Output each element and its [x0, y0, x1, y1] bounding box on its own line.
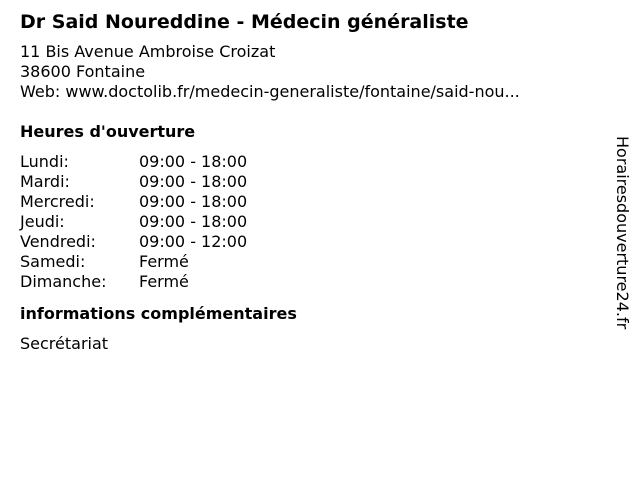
hours-time: 09:00 - 18:00	[139, 212, 248, 231]
address-block	[20, 42, 600, 102]
hours-time: Fermé	[139, 272, 189, 291]
hours-day: Dimanche:	[20, 272, 107, 291]
hours-row-saturday	[20, 252, 600, 272]
hours-row-tuesday	[20, 172, 600, 192]
site-watermark: Horairesdouverture24.fr	[613, 136, 632, 330]
hours-time: 09:00 - 12:00	[139, 232, 248, 251]
hours-time: Fermé	[139, 252, 189, 271]
hours-time: 09:00 - 18:00	[139, 192, 248, 211]
address-city: 38600 Fontaine	[20, 62, 146, 81]
address-street: 11 Bis Avenue Ambroise Croizat	[20, 42, 276, 61]
hours-day: Mardi:	[20, 172, 70, 191]
hours-row-wednesday	[20, 192, 600, 212]
hours-day: Jeudi:	[20, 212, 65, 231]
hours-row-friday	[20, 232, 600, 252]
hours-day: Mercredi:	[20, 192, 95, 211]
hours-day: Samedi:	[20, 252, 86, 271]
hours-row-sunday	[20, 272, 600, 292]
hours-time: 09:00 - 18:00	[139, 152, 248, 171]
hours-day: Vendredi:	[20, 232, 96, 251]
hours-table	[20, 152, 600, 292]
info-heading: informations complémentaires	[20, 304, 297, 323]
info-text: Secrétariat	[20, 334, 109, 353]
hours-row-monday	[20, 152, 600, 172]
hours-day: Lundi:	[20, 152, 69, 171]
business-card	[20, 9, 600, 354]
website-link[interactable]: Web: www.doctolib.fr/medecin-generaliste/fontaine/said-nou...	[20, 82, 520, 101]
hours-row-thursday	[20, 212, 600, 232]
hours-heading: Heures d'ouverture	[20, 122, 196, 141]
hours-time: 09:00 - 18:00	[139, 172, 248, 191]
page-title: Dr Said Noureddine - Médecin généraliste	[20, 11, 469, 33]
